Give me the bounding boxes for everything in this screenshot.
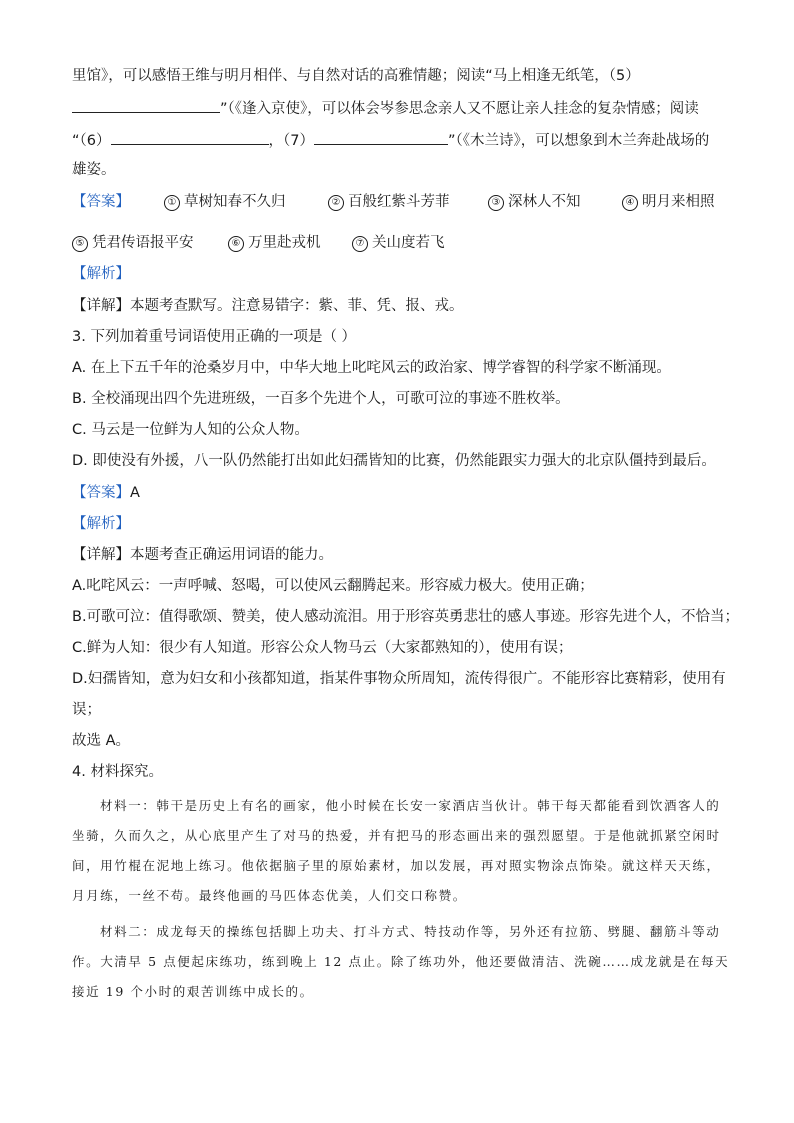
answer-number: ① [164,195,180,211]
option-d: D. 即使没有外援，八一队仍然能打出如此妇孺皆知的比赛，仍然能跟实力强大的北京队僵持到最后。 [72,453,716,469]
material-2-line: 作。大清早 5 点便起床练功，练到晚上 12 点止。除了练功外，他还要做清洁、洗碗……成龙就是在每天 [72,954,730,969]
answer-number: ⑤ [72,236,88,252]
answer-number: ② [328,195,344,211]
intro-line-1 [72,66,640,86]
analysis-tag: 【解析】 [72,266,130,282]
answer-number: ⑥ [228,236,244,252]
answer-value: A [130,485,140,501]
material-2-line: 材料二：成龙每天的操练包括脚上功夫、打斗方式、特技动作等，另外还有拉筋、劈腿、翻筋斗等动 [100,924,721,939]
answer-item: ⑥ 万里赴戎机 [228,233,321,253]
detail-text: 本题考查默写。注意易错字：紫、菲、凭、报、戎。 [130,298,464,314]
question-4-stem: 4. 材料探究。 [72,764,163,780]
option-b: B. 全校涌现出四个先进班级，一百多个先进个人，可歌可泣的事迹不胜枚举。 [72,391,570,407]
intro-text: ，（7） [268,133,314,149]
answer-item: ① 草树知春不久归 [164,192,286,212]
conclusion: 故选 A。 [72,733,131,749]
detail-tag: 【详解】 [72,298,130,314]
intro-text: “（6） [72,133,111,149]
explanation-c: C.鲜为人知：很少有人知道。形容公众人物马云（大家都熟知的），使用有误； [72,640,573,656]
material-1-line: 材料一：韩干是历史上有名的画家，他小时候在长安一家酒店当伙计。韩干每天都能看到饮酒客人的 [100,798,721,813]
answer-line [72,483,140,503]
intro-line-2 [72,97,699,119]
intro-line-4 [72,160,116,180]
answer-number: ⑦ [352,236,368,252]
answer-item: ⑦ 关山度若飞 [352,233,445,253]
material-1-line: 月月练，一丝不苟。最终他画的马匹体态优美，人们交口称赞。 [72,888,467,903]
answer-item: ④ 明月来相照 [622,192,715,212]
material-2-line: 接近 19 个小时的艰苦训练中成长的。 [72,984,314,999]
intro-text: ”（《木兰诗》，可以想象到木兰奔赴战场的 [447,133,710,149]
option-a: A. 在上下五千年的沧桑岁月中，中华大地上叱咤风云的政治家、博学睿智的科学家不断涌现。 [72,360,671,376]
answer-number: ③ [488,195,504,211]
detail-line [72,545,333,565]
answer-item: ② 百般红紫斗芳菲 [328,192,450,212]
question-3-stem: 3. 下列加着重号词语使用正确的一项是（ ） [72,329,357,345]
fill-blank-6[interactable] [111,129,269,145]
explanation-a: A.叱咤风云：一声呼喊、怒喝，可以使风云翻腾起来。形容威力极大。使用正确； [72,578,594,594]
intro-line-3 [72,129,709,151]
answer-number: ④ [622,195,638,211]
intro-text: 里馆》，可以感悟王维与明月相伴、与自然对话的高雅情趣；阅读“马上相逢无纸笔，（5） [72,68,640,84]
detail-line [72,296,464,316]
intro-text: 雄姿。 [72,162,116,178]
analysis-tag: 【解析】 [72,516,130,532]
detail-text: 本题考查正确运用词语的能力。 [130,547,333,563]
intro-text: ”（《逢入京使》，可以体会岑参思念亲人又不愿让亲人挂念的复杂情感；阅读 [220,101,699,117]
explanation-b: B.可歌可泣：值得歌颂、赞美，使人感动流泪。用于形容英勇悲壮的感人事迹。形容先进个人，不恰当； [72,609,740,625]
material-1-line: 坐骑，久而久之，从心底里产生了对马的热爱，并有把马的形态画出来的强烈愿望。于是他就抓紧空闲时 [72,828,721,843]
explanation-d: D.妇孺皆知，意为妇女和小孩都知道，指某件事物众所周知，流传得很广。不能形容比赛精彩，使用有 [72,671,726,687]
answer-item: ③ 深林人不知 [488,192,581,212]
option-c: C. 马云是一位鲜为人知的公众人物。 [72,422,309,438]
detail-tag: 【详解】 [72,547,130,563]
material-1-line: 间，用竹棍在泥地上练习。他依据脑子里的原始素材，加以发展，再对照实物涂点饰染。就这样天天练， [72,858,721,873]
fill-blank-7[interactable] [314,129,448,145]
answer-item: ⑤ 凭君传语报平安 [72,233,194,253]
answer-tag: 【答案】 [72,485,130,501]
answer-tag: 【答案】 [72,194,130,210]
fill-blank-5[interactable] [72,97,220,113]
explanation-d-cont: 误； [72,702,101,718]
